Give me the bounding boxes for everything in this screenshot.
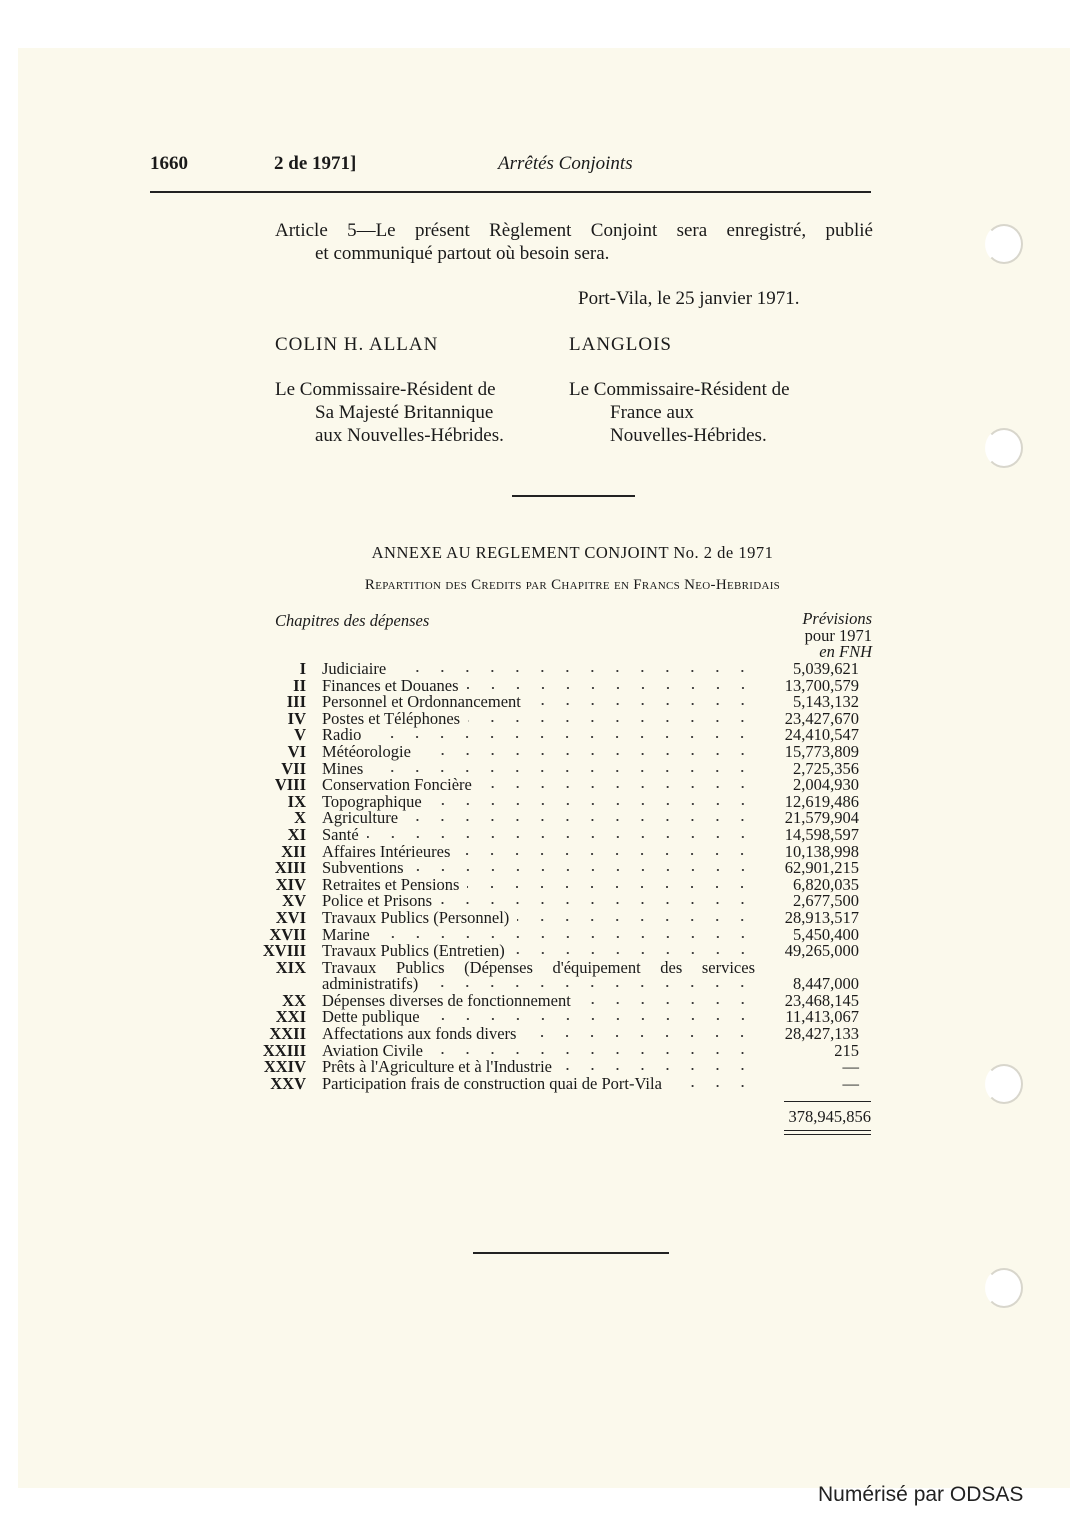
chapter-label-text: Dette publique — [322, 1007, 420, 1027]
total-rule-top — [784, 1101, 871, 1102]
chapter-label-text: Subventions — [322, 858, 404, 878]
forecast-value: 5,039,621 — [793, 659, 859, 678]
dot-leader — [394, 661, 755, 673]
chapter-number: VIII — [274, 775, 306, 795]
chapter-label-text: Personnel et Ordonnancement — [322, 692, 521, 712]
chapter-label-text: Prêts à l'Agriculture et à l'Industrie — [322, 1057, 553, 1077]
table-row — [258, 910, 859, 927]
chapter-label — [322, 1073, 755, 1093]
punch-hole — [985, 1268, 1023, 1308]
chapter-label-text: Police et Prisons — [322, 891, 432, 911]
chapter-label-text: Marine — [322, 924, 370, 944]
chapter-number: XIII — [274, 858, 306, 878]
dot-leader — [367, 827, 755, 839]
table-row — [258, 1076, 859, 1093]
forecast-value: 2,677,500 — [793, 891, 859, 911]
chapter-label-text: Affectations aux fonds divers — [322, 1024, 517, 1044]
forecast-value: 49,265,000 — [784, 941, 859, 961]
chapter-number: XV — [282, 891, 306, 911]
end-rule — [473, 1252, 669, 1254]
forecast-value: 8,447,000 — [793, 974, 859, 994]
title-line: France aux — [610, 402, 694, 423]
forecast-value: 6,820,035 — [793, 874, 859, 894]
chapter-label-text: Judiciaire — [322, 659, 387, 678]
title-line: Le Commissaire-Résident de — [569, 379, 790, 400]
chapter-number: XIX — [275, 957, 306, 977]
chapter-label-text: Travaux Publics (Personnel) — [322, 907, 510, 927]
dot-leader — [369, 727, 755, 739]
signatory-name-british: COLIN H. ALLAN — [275, 334, 439, 355]
chapter-label-text: Agriculture — [322, 808, 399, 828]
total-rule-double-1 — [784, 1130, 871, 1131]
running-title: Arrêtés Conjoints — [498, 153, 633, 174]
punch-hole — [985, 224, 1023, 264]
chapter-number: X — [294, 808, 306, 828]
column-header-forecast — [760, 611, 872, 661]
chapter-number: III — [286, 692, 306, 712]
chapter-label-text: Finances et Douanes — [322, 675, 459, 695]
chapter-number: XXIII — [262, 1040, 306, 1060]
total-rule-double-2 — [784, 1134, 871, 1135]
budget-table — [258, 661, 859, 1092]
dot-leader — [458, 844, 755, 856]
forecast-value: 13,700,579 — [784, 675, 859, 695]
forecast-value: 14,598,597 — [784, 824, 859, 844]
title-line: Nouvelles-Hébrides. — [610, 425, 767, 446]
article-line-2: et communiqué partout où besoin sera. — [315, 243, 610, 264]
chapter-number: I — [299, 659, 306, 678]
dot-leader — [513, 943, 755, 955]
chapter-label — [322, 741, 755, 761]
dot-leader — [412, 860, 755, 872]
annex-title: ANNEXE AU REGLEMENT CONJOINT No. 2 de 1971 — [371, 543, 774, 562]
chapter-label-text: Postes et Téléphones — [322, 708, 461, 728]
forecast-value: — — [842, 1057, 859, 1077]
chapter-label-text: Santé — [322, 824, 359, 844]
header-line: Prévisions — [802, 609, 872, 628]
chapter-number: XVI — [275, 907, 306, 927]
forecast-value: 2,004,930 — [793, 775, 859, 795]
document-reference: 2 de 1971] — [274, 153, 357, 174]
forecast-value: 12,619,486 — [784, 791, 859, 811]
forecast-value: 24,410,547 — [784, 725, 859, 745]
forecast-value: 21,579,904 — [784, 808, 859, 828]
chapter-number: XVII — [269, 924, 306, 944]
dot-leader — [579, 993, 755, 1005]
chapter-number: XI — [287, 824, 306, 844]
punch-hole — [985, 428, 1023, 468]
dot-leader — [378, 927, 755, 939]
signatory-name-french: LANGLOIS — [569, 334, 672, 355]
dot-leader — [419, 744, 755, 756]
dot-leader — [426, 976, 755, 988]
forecast-value: 5,143,132 — [793, 692, 859, 712]
grand-total: 378,945,856 — [788, 1107, 871, 1126]
chapter-number: XII — [281, 841, 306, 861]
digitization-credit: Numérisé par ODSAS — [818, 1483, 1024, 1506]
title-line: Sa Majesté Britannique — [315, 402, 494, 423]
dot-leader — [431, 1043, 755, 1055]
dot-leader — [529, 694, 755, 706]
chapter-label-text: Retraites et Pensions — [322, 874, 460, 894]
forecast-value: 15,773,809 — [784, 741, 859, 761]
chapter-label-text: Participation frais de construction quai de Port-Vila — [322, 1073, 662, 1093]
chapter-number: IV — [287, 708, 306, 728]
dot-leader — [406, 810, 755, 822]
chapter-label-text: Radio — [322, 725, 362, 745]
forecast-value: 23,427,670 — [784, 708, 859, 728]
page-number: 1660 — [150, 153, 188, 174]
chapter-number: II — [293, 675, 306, 695]
forecast-value: 215 — [834, 1040, 859, 1060]
forecast-value: — — [842, 1073, 859, 1093]
chapter-label — [322, 907, 755, 927]
forecast-value: 62,901,215 — [784, 858, 859, 878]
dot-leader — [670, 1076, 755, 1088]
dot-leader — [468, 711, 755, 723]
signatory-title-french — [569, 378, 790, 447]
punch-hole — [985, 1064, 1023, 1104]
chapter-label-text: Mines — [322, 758, 364, 778]
header-line: pour 1971 — [804, 625, 872, 645]
chapter-number: XIV — [275, 874, 306, 894]
dot-leader — [428, 1009, 755, 1021]
chapter-label — [322, 708, 755, 728]
chapter-label-text: Dépenses diverses de fonctionnement — [322, 990, 571, 1010]
chapter-number: IX — [287, 791, 306, 811]
chapter-label-text: Topographique — [322, 791, 422, 811]
chapter-number: XXI — [275, 1007, 306, 1027]
forecast-value: 11,413,067 — [785, 1007, 859, 1027]
chapter-label-text: Travaux Publics (Entretien) — [322, 941, 505, 961]
dot-leader — [430, 794, 755, 806]
signatory-title-british — [275, 378, 504, 447]
header-line: en FNH — [819, 642, 872, 662]
dot-leader — [467, 877, 755, 889]
chapter-number: XVIII — [262, 941, 306, 961]
chapter-label — [322, 810, 755, 827]
dot-leader — [524, 1026, 755, 1038]
chapter-number: XXV — [270, 1073, 306, 1093]
dot-leader — [371, 761, 755, 773]
forecast-value: 5,450,400 — [793, 924, 859, 944]
chapter-number: XX — [282, 990, 306, 1010]
chapter-label-text: Conservation Foncière — [322, 775, 472, 795]
forecast-value: 28,427,133 — [784, 1024, 859, 1044]
chapter-number: XXIV — [263, 1057, 306, 1077]
annex-subtitle: Repartition des Credits par Chapitre en Francs Neo-Hebridais — [364, 577, 781, 593]
chapter-label-text: Météorologie — [322, 741, 411, 761]
column-header-chapters: Chapitres des dépenses — [275, 611, 430, 630]
forecast-value: 23,468,145 — [784, 990, 859, 1010]
title-line: aux Nouvelles-Hébrides. — [315, 425, 504, 446]
article-line-1: Article 5—Le présent Règlement Conjoint sera enregistré, publié — [275, 220, 873, 241]
place-date: Port-Vila, le 25 janvier 1971. — [578, 288, 800, 309]
header-rule — [150, 191, 871, 193]
forecast-value: 28,913,517 — [784, 907, 859, 927]
chapter-number: VI — [287, 741, 306, 761]
chapter-label-text: administratifs) — [322, 974, 419, 994]
chapter-number: XXII — [269, 1024, 306, 1044]
dot-leader — [467, 678, 755, 690]
chapter-label-text: Affaires Intérieures — [322, 841, 451, 861]
chapter-number: V — [294, 725, 306, 745]
dot-leader — [440, 893, 755, 905]
title-line: Le Commissaire-Résident de — [275, 379, 496, 400]
separator-rule — [512, 495, 635, 497]
forecast-value: 10,138,998 — [784, 841, 859, 861]
chapter-label: Travaux Publics (Dépenses d'équipement des services — [322, 957, 755, 977]
forecast-value: 2,725,356 — [793, 758, 859, 778]
dot-leader — [480, 777, 755, 789]
chapter-number: VII — [281, 758, 306, 778]
dot-leader — [517, 910, 755, 922]
dot-leader — [560, 1059, 755, 1071]
chapter-label-text: Aviation Civile — [322, 1040, 423, 1060]
